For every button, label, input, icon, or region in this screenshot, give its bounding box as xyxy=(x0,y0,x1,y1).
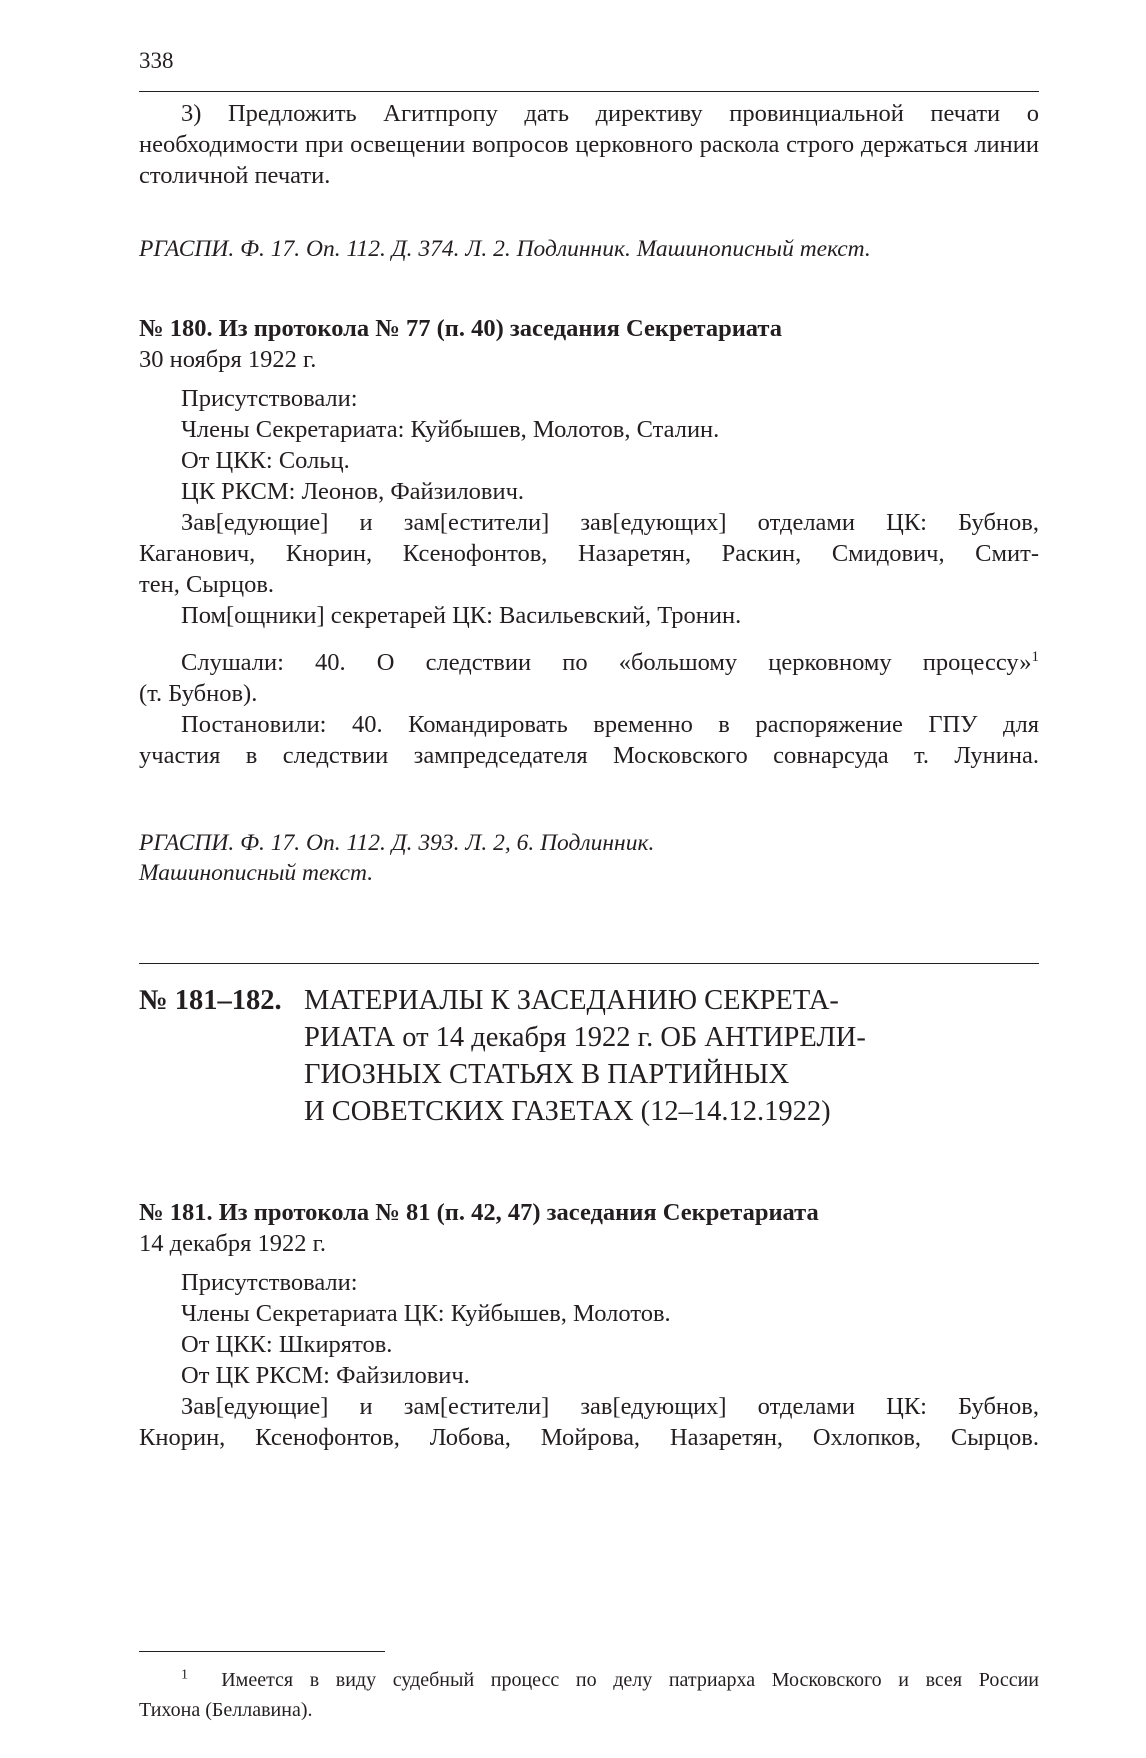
intro-source-block xyxy=(139,234,1039,264)
doc180-assistants: Пом[ощники] секретарей ЦК: Васильевский, Тронин. xyxy=(181,602,742,629)
footnote-rule xyxy=(139,1651,385,1652)
doc181-date: 14 декабря 1922 г. xyxy=(139,1230,327,1257)
intro-paragraph-block xyxy=(139,98,1039,191)
doc180-heads-line3: тен, Сырцов. xyxy=(139,571,275,598)
doc180-decided-line2: участия в следствии зампредседателя Московского совнарсуда т. Лунина. xyxy=(139,742,1039,769)
doc180-heard-line2: (т. Бубнов). xyxy=(139,680,258,707)
doc181-heads-line1: Зав[едующие] и зам[естители] зав[едующих] отделами ЦК: Бубнов, xyxy=(181,1393,1039,1420)
footnote xyxy=(139,1665,1039,1725)
doc180-source-line1: РГАСПИ. Ф. 17. Оп. 112. Д. 393. Л. 2, 6. Подлинник. xyxy=(139,830,655,856)
doc181-members: Члены Секретариата ЦК: Куйбышев, Молотов. xyxy=(181,1300,671,1327)
document-page xyxy=(139,0,1039,1758)
doc181-heading: № 181. Из протокола № 81 (п. 42, 47) заседания Секретариата xyxy=(139,1199,819,1226)
section-rule xyxy=(139,963,1039,964)
doc181-rksm: От ЦК РКСМ: Файзилович. xyxy=(181,1362,470,1389)
page-number: 338 xyxy=(139,48,174,73)
doc181-ckk: От ЦКК: Шкирятов. xyxy=(181,1331,393,1358)
footnote-marker: 1 xyxy=(181,1667,188,1683)
section-title-line2: РИАТА от 14 декабря 1922 г. ОБ АНТИРЕЛИ- xyxy=(304,1022,866,1053)
section-title-lines xyxy=(304,982,866,1130)
footnote-line1 xyxy=(139,1665,1039,1695)
doc180-block xyxy=(139,313,1039,771)
intro-paragraph: 3) Предложить Агитпропу дать директиву провинциальной печати о необходимости при освещении вопросов церковного раскола строго держаться линии столичной печати. xyxy=(139,100,1039,189)
doc180-source-line2: Машинописный текст. xyxy=(139,860,374,886)
doc180-heads-line1: Зав[едующие] и зам[естители] зав[едующих] отделами ЦК: Бубнов, xyxy=(181,509,1039,536)
doc181-block xyxy=(139,1197,1039,1453)
doc180-heads-line2: Каганович, Кнорин, Ксенофонтов, Назаретян, Раскин, Смидович, Смит- xyxy=(139,540,1039,567)
section-title-line4: И СОВЕТСКИХ ГАЗЕТАХ (12–14.12.1922) xyxy=(304,1096,831,1127)
section-title-line1: МАТЕРИАЛЫ К ЗАСЕДАНИЮ СЕКРЕТА- xyxy=(304,985,839,1016)
header-rule xyxy=(139,91,1039,92)
doc181-present: Присутствовали: xyxy=(181,1269,358,1296)
doc180-heard-text: Слушали: 40. О следствии по «большому церковному процессу» xyxy=(181,649,1032,676)
footnote-line2: Тихона (Беллавина). xyxy=(139,1699,313,1721)
footnote-ref: 1 xyxy=(1031,648,1039,665)
doc180-members: Члены Секретариата: Куйбышев, Молотов, Сталин. xyxy=(181,416,720,443)
doc180-decided-line1: Постановили: 40. Командировать временно в распоряжение ГПУ для xyxy=(181,711,1039,738)
intro-source: РГАСПИ. Ф. 17. Оп. 112. Д. 374. Л. 2. Подлинник. Машинописный текст. xyxy=(139,236,871,262)
section-number: № 181–182. xyxy=(139,985,282,1016)
section-title-line3: ГИОЗНЫХ СТАТЬЯХ В ПАРТИЙНЫХ xyxy=(304,1059,790,1090)
doc180-present: Присутствовали: xyxy=(181,385,358,412)
doc180-date: 30 ноября 1922 г. xyxy=(139,346,317,373)
doc180-rksm: ЦК РКСМ: Леонов, Файзилович. xyxy=(181,478,525,505)
doc180-ckk: От ЦКК: Сольц. xyxy=(181,447,350,474)
doc181-heads-line2: Кнорин, Ксенофонтов, Лобова, Мойрова, Назаретян, Охлопков, Сырцов. xyxy=(139,1424,1039,1451)
footnote-text: Имеется в виду судебный процесс по делу патриарха Московского и всея России xyxy=(221,1669,1039,1691)
doc180-heading: № 180. Из протокола № 77 (п. 40) заседания Секретариата xyxy=(139,315,783,342)
doc180-heard-line1 xyxy=(139,647,1039,678)
doc180-source-block xyxy=(139,828,1039,888)
